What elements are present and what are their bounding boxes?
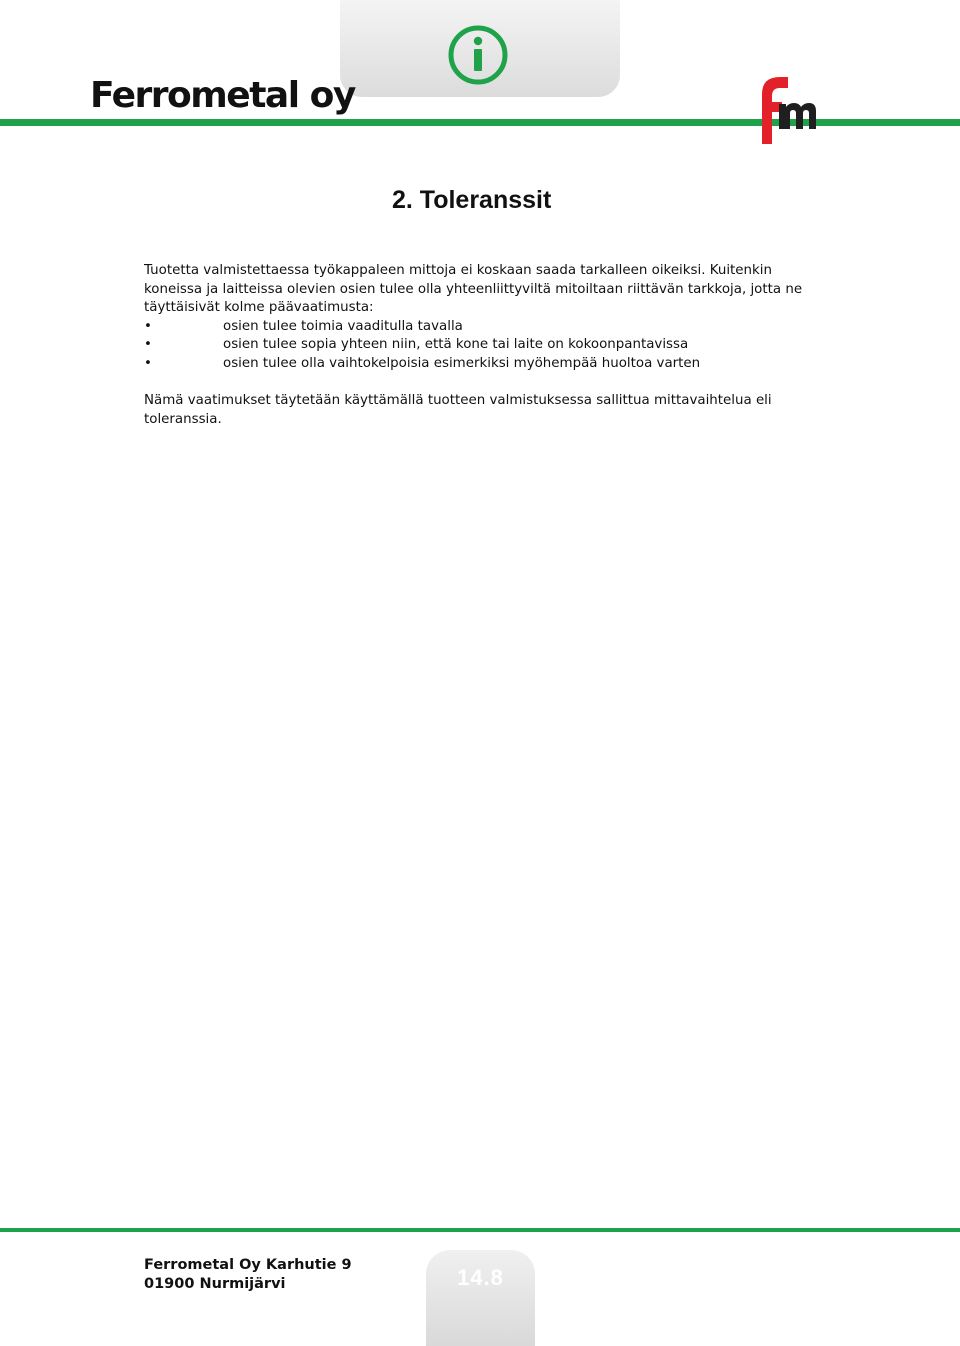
list-item: • osien tulee sopia yhteen niin, että kone tai laite on kokoonpantavissa (144, 336, 824, 355)
address-line: Ferrometal Oy Karhutie 9 (144, 1257, 352, 1273)
page-title: 2. Toleranssit (392, 186, 552, 214)
company-name: Ferrometal oy (90, 75, 355, 116)
footer-divider (0, 1228, 960, 1232)
fm-logo-icon (758, 74, 818, 146)
intro-paragraph: Tuotetta valmistettaessa työkappaleen mittoja ei koskaan saada tarkalleen oikeiksi. Kuitenkin koneissa ja laitteissa olevien osien tulee olla yhteenliittyviltä mitoiltaan riittävän tarkkoja, jotta ne täyttäisivät kolme päävaatimusta: (144, 263, 803, 316)
page-number: 14.8 (457, 1265, 504, 1290)
requirements-list (144, 318, 824, 374)
info-icon (447, 24, 509, 86)
bullet-icon: • (144, 318, 152, 334)
bullet-icon: • (144, 355, 152, 371)
address-line: 01900 Nurmijärvi (144, 1275, 286, 1292)
conclusion-paragraph: Nämä vaatimukset täytetään käyttämällä tuotteen valmistuksessa sallittua mittavaihtelua eli toleranssia. (144, 393, 772, 427)
main-content (144, 262, 824, 429)
footer-address (144, 1256, 352, 1293)
list-item: • osien tulee olla vaihtokelpoisia esimerkiksi myöhempää huoltoa varten (144, 355, 824, 374)
bullet-icon: • (144, 337, 152, 353)
list-item: • osien tulee toimia vaaditulla tavalla (144, 318, 824, 337)
